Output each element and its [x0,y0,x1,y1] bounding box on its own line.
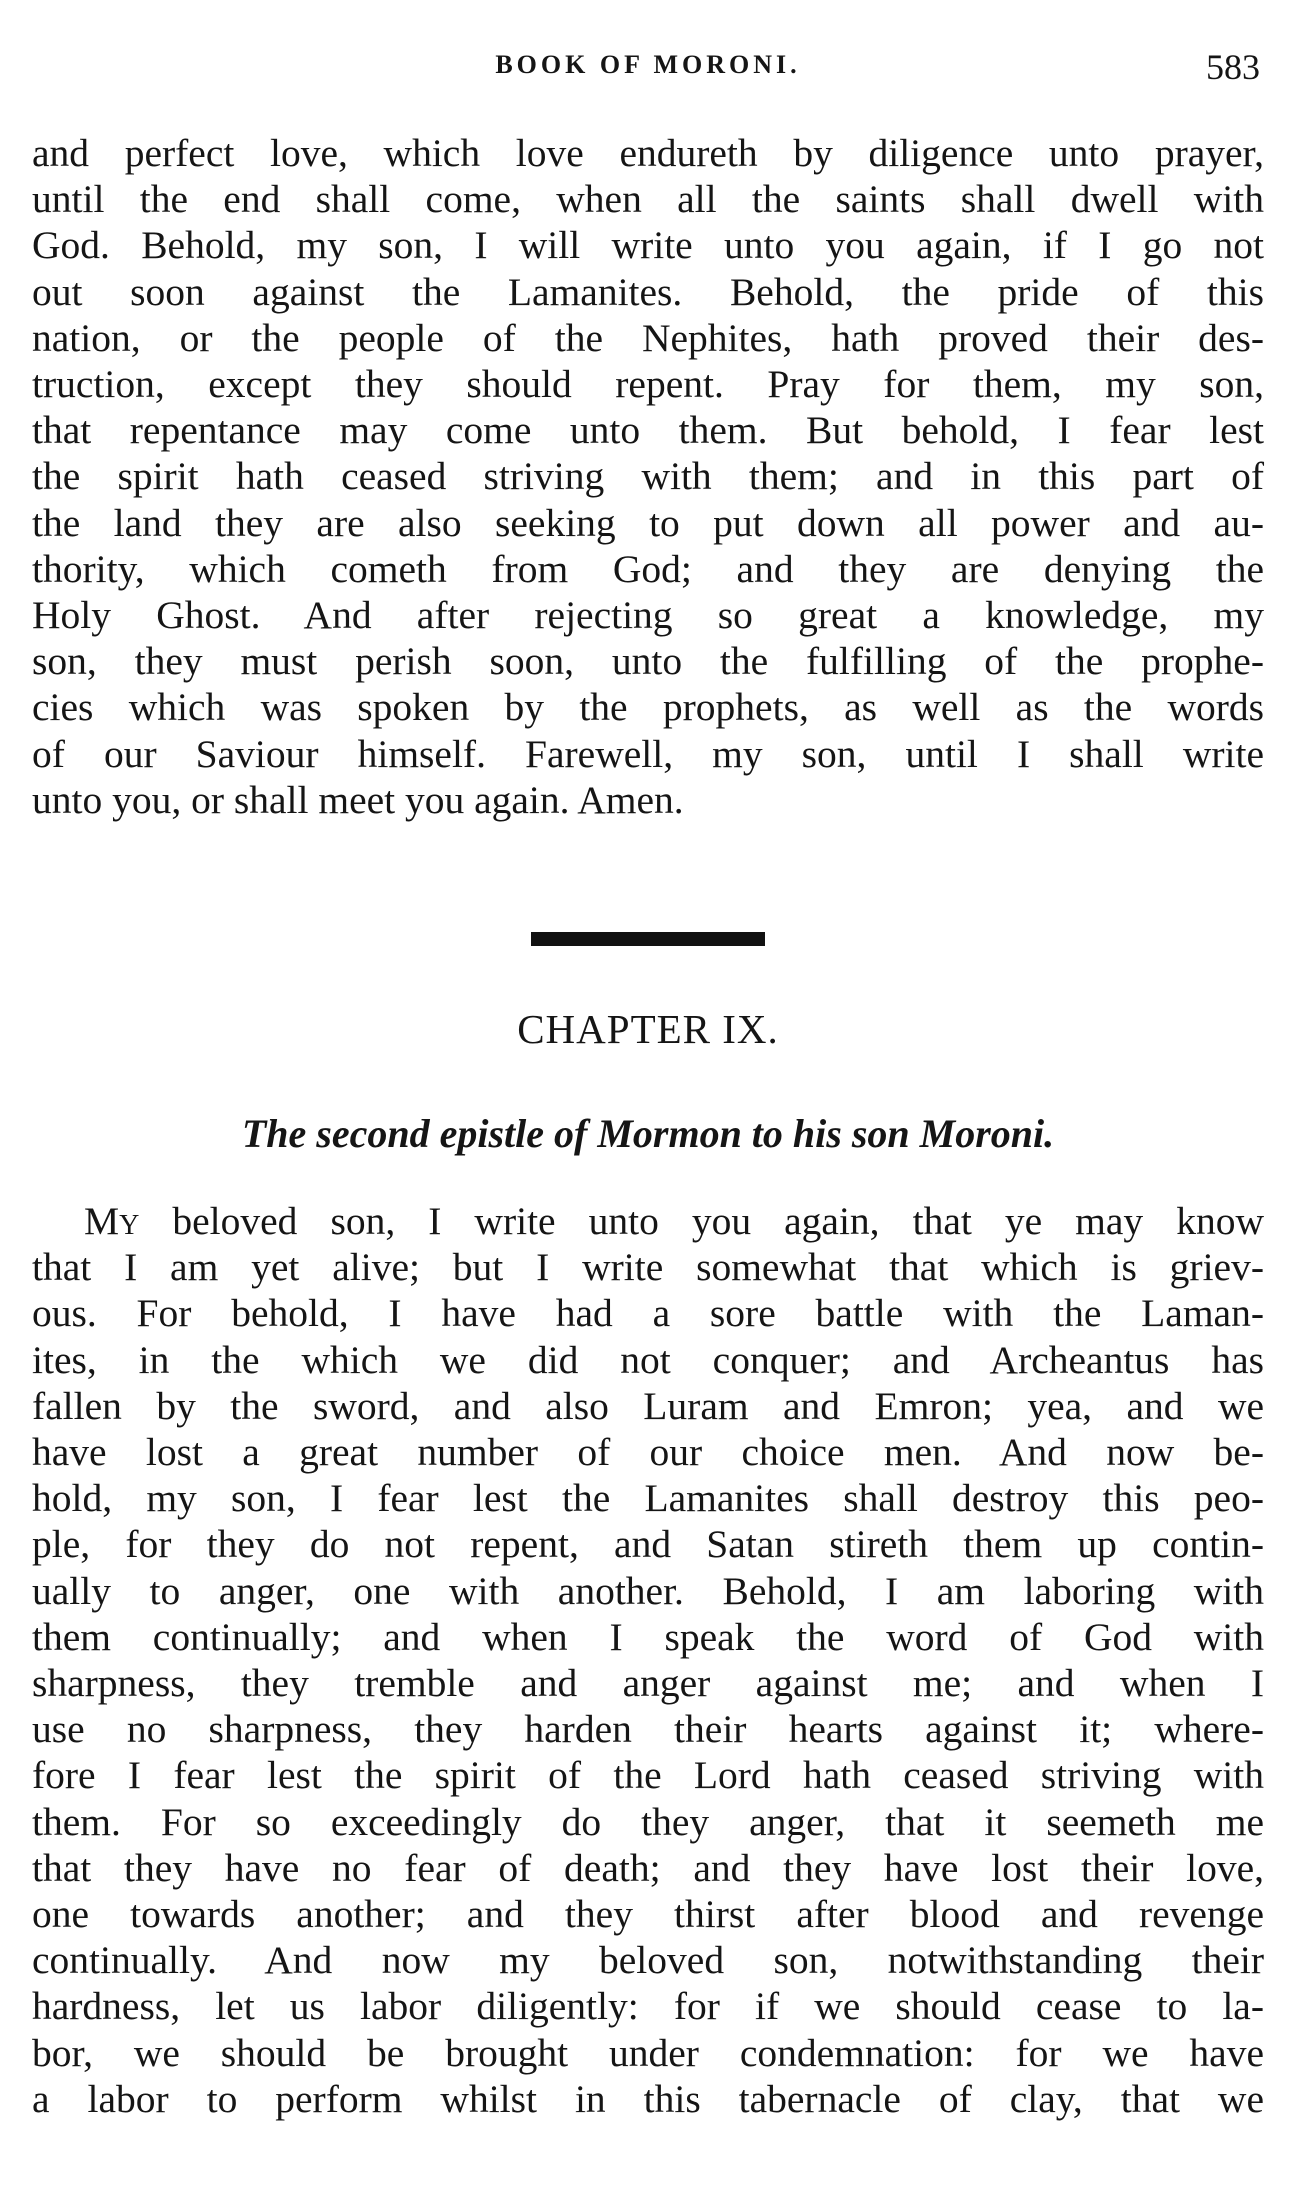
text-line: them. For so exceedingly do they anger, that it seemeth me [32,1799,1264,1844]
text-line: that they have no fear of death; and they have lost their love, [32,1845,1264,1890]
text-line: continually. And now my beloved son, notwithstanding their [32,1938,1264,1983]
text-line: that I am yet alive; but I write somewhat that which is griev- [32,1245,1264,1290]
text-line: Holy Ghost. And after rejecting so great a knowledge, my [32,593,1264,638]
text-line: the land they are also seeking to put down all power and au- [32,500,1264,545]
text-line: son, they must perish soon, unto the fulfilling of the prophe- [32,639,1264,684]
opening-word: My [84,1199,140,1243]
text-line: unto you, or shall meet you again. Amen. [32,777,684,822]
first-line-rest: beloved son, I write unto you again, that ye may know [139,1199,1264,1243]
text-line: hold, my son, I fear lest the Lamanites shall destroy this peo- [32,1476,1264,1521]
text-line: until the end shall come, when all the saints shall dwell with [32,177,1264,222]
text-line: of our Saviour himself. Farewell, my son, until I shall write [32,731,1264,776]
text-line: fore I fear lest the spirit of the Lord hath ceased striving with [32,1753,1264,1798]
text-line: cies which was spoken by the prophets, as well as the words [32,685,1264,730]
chapter-subtitle: The second epistle of Mormon to his son Moroni. [241,1111,1055,1156]
text-line: sharpness, they tremble and anger against me; and when I [32,1661,1264,1706]
text-line: ous. For behold, I have had a sore battle with the Laman- [32,1291,1264,1336]
text-line: bor, we should be brought under condemnation: for we have [32,2030,1264,2075]
text-line: one towards another; and they thirst after blood and revenge [32,1892,1264,1937]
running-head [32,46,1264,96]
text-line: nation, or the people of the Nephites, hath proved their des- [32,315,1264,360]
continuation-paragraph [32,130,1264,823]
text-line: and perfect love, which love endureth by diligence unto prayer, [32,131,1264,175]
text-line: hardness, let us labor diligently: for if we should cease to la- [32,1984,1264,2029]
text-line: the spirit hath ceased striving with them; and in this part of [32,454,1264,499]
chapter-title: CHAPTER IX. [517,1006,779,1052]
section-divider [531,932,765,946]
text-line: ites, in the which we did not conquer; and Archeantus has [32,1337,1264,1382]
text-line: ple, for they do not repent, and Satan stireth them up contin- [32,1522,1264,1567]
text-line-first [32,1198,1264,1244]
text-line: that repentance may come unto them. But behold, I fear lest [32,408,1264,453]
text-line: thority, which cometh from God; and they are denying the [32,546,1264,591]
running-title: BOOK OF MORONI. [495,50,801,79]
text-line: use no sharpness, they harden their hearts against it; where- [32,1707,1264,1752]
book-page [32,0,1264,2211]
page-number: 583 [1206,47,1260,87]
text-line: a labor to perform whilst in this tabernacle of clay, that we [32,2076,1264,2121]
text-line: fallen by the sword, and also Luram and Emron; yea, and we [32,1383,1264,1428]
text-line: God. Behold, my son, I will write unto you again, if I go not [32,223,1264,268]
text-line: ually to anger, one with another. Behold, I am laboring with [32,1568,1264,1613]
text-line: out soon against the Lamanites. Behold, the pride of this [32,269,1264,314]
text-line: truction, except they should repent. Pray for them, my son, [32,362,1264,407]
text-line: have lost a great number of our choice men. And now be- [32,1430,1264,1475]
text-line: them continually; and when I speak the word of God with [32,1614,1264,1659]
chapter-paragraph [32,1198,1264,2122]
